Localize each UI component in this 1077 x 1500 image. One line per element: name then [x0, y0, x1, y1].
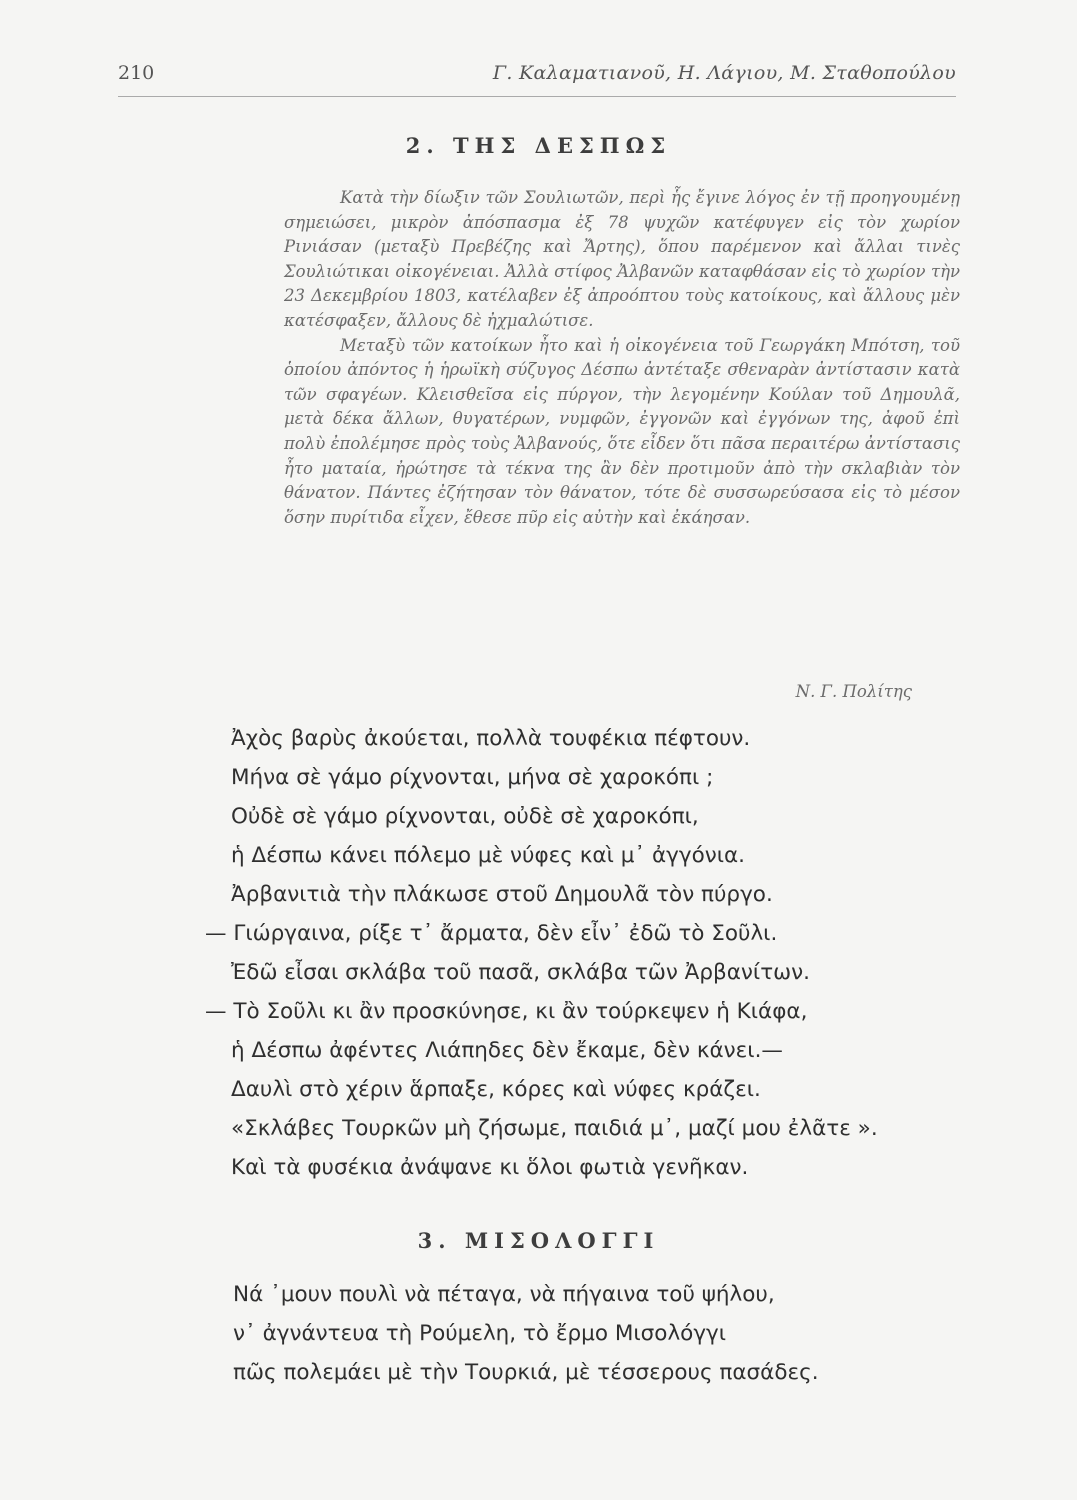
- prose-paragraph: Μεταξὺ τῶν κατοίκων ἦτο καὶ ἡ οἰκογένεια τοῦ Γεωργάκη Μπότση, τοῦ ὁποίου ἀπόντος ἡ ἡρωϊκὴ σύζυγος Δέσπω ἀντέταξε σθεναρὰν ἀντίστασιν κατὰ τῶν σφαγέων. Κλεισθεῖσα εἰς πύργον, τὴν λεγομένην Κούλαν τοῦ Δημουλᾶ, μετὰ δέκα ἄλλων, θυγατέρων, νυμφῶν, ἐγγονῶν καὶ ἐγγόνων της, ἀφοῦ ἐπὶ πολὺ ἐπολέμησε πρὸς τοὺς Ἀλβανούς, ὅτε εἶδεν ὅτι πᾶσα περαιτέρω ἀντίστασις ἦτο ματαία, ἠρώτησε τὰ τέκνα της ἂν δὲν προτιμοῦν ἀπὸ τὴν σκλαβιὰν τὸν θάνατον. Πάντες ἐζήτησαν τὸν θάνατον, τότε δὲ συσσωρεύσασα εἰς τὸ μέσον ὅσην πυρίτιδα εἶχεν, ἔθεσε πῦρ εἰς αὐτὴν καὶ ἐκάησαν.: [284, 335, 960, 527]
- verse-line: «Σκλάβες Τουρκῶν μὴ ζήσωμε, παιδιά μ᾽, μαζί μου ἐλᾶτε ».: [231, 1116, 878, 1141]
- section-title-despo: 2. ΤΗΣ ΔΕΣΠΩΣ: [405, 133, 672, 158]
- header-rule: [118, 96, 956, 97]
- verse-line: Ἐδῶ εἶσαι σκλάβα τοῦ πασᾶ, σκλάβα τῶν Ἀρβανίτων.: [231, 960, 810, 985]
- verse-line: Μήνα σὲ γάμο ρίχνονται, μήνα σὲ χαροκόπι ;: [231, 765, 714, 790]
- prose-paragraph: Κατὰ τὴν δίωξιν τῶν Σουλιωτῶν, περὶ ἧς ἔγινε λόγος ἐν τῇ προηγουμένῃ σημειώσει, μικρὸν ἀπόσπασμα ἐξ 78 ψυχῶν κατέφυγεν εἰς τὸν χωρίον Ρινιάσαν (μεταξὺ Πρεβέζης καὶ Ἄρτης), ὅπου παρέμενον καὶ ἄλλαι τινὲς Σουλιώτικαι οἰκογένειαι. Ἀλλὰ στίφος Ἀλβανῶν καταφθάσαν εἰς τὸ χωρίον τὴν 23 Δεκεμβρίου 1803, κατέλαβεν ἐξ ἀπροόπτου τοὺς κατοίκους, καὶ ἄλλους μὲν κατέσφαξεν, ἄλλους δὲ ἠχμαλώτισε.: [284, 188, 960, 330]
- running-head: Γ. Καλαματιανοῦ, Η. Λάγιου, Μ. Σταθοπούλου: [492, 62, 956, 84]
- verse-line: Καὶ τὰ φυσέκια ἀνάψανε κι ὅλοι φωτιὰ γενῆκαν.: [231, 1155, 749, 1180]
- attribution: Ν. Γ. Πολίτης: [795, 682, 912, 701]
- verse-line: Ἀρβανιτιὰ τὴν πλάκωσε στοῦ Δημουλᾶ τὸν πύργο.: [231, 882, 773, 907]
- verse-line: Ἀχὸς βαρὺς ἀκούεται, πολλὰ τουφέκια πέφτουν.: [231, 726, 751, 751]
- verse-line: ν᾽ ἀγνάντευα τὴ Ρούμελη, τὸ ἔρμο Μισολόγγι: [233, 1321, 727, 1346]
- verse-line: ἡ Δέσπω κάνει πόλεμο μὲ νύφες καὶ μ᾽ ἀγγόνια.: [231, 843, 746, 868]
- page-header: [118, 62, 956, 92]
- section-title-mesolongi: 3. ΜΙΣΟΛΟΓΓΙ: [417, 1228, 660, 1253]
- verse-line: Δαυλὶ στὸ χέριν ἅρπαξε, κόρες καὶ νύφες κράζει.: [231, 1077, 761, 1102]
- verse-line: ἡ Δέσπω ἀφέντες Λιάπηδες δὲν ἔκαμε, δὲν κάνει.—: [231, 1038, 783, 1063]
- page-number: 210: [118, 62, 155, 84]
- verse-line: — Γιώργαινα, ρίξε τ᾽ ἄρματα, δὲν εἶν᾽ ἐδῶ τὸ Σοῦλι.: [205, 921, 778, 946]
- verse-line: — Τὸ Σοῦλι κι ἂν προσκύνησε, κι ἂν τούρκεψεν ἡ Κιάφα,: [205, 999, 808, 1024]
- verse-line: Οὐδὲ σὲ γάμο ρίχνονται, οὐδὲ σὲ χαροκόπι,: [231, 804, 699, 829]
- verse-line: Νά ᾽μουν πουλὶ νὰ πέταγα, νὰ πήγαινα τοῦ ψήλου,: [233, 1282, 775, 1307]
- prose-commentary: [284, 186, 960, 530]
- verse-line: πῶς πολεμάει μὲ τὴν Τουρκιά, μὲ τέσσερους πασάδες.: [233, 1360, 819, 1385]
